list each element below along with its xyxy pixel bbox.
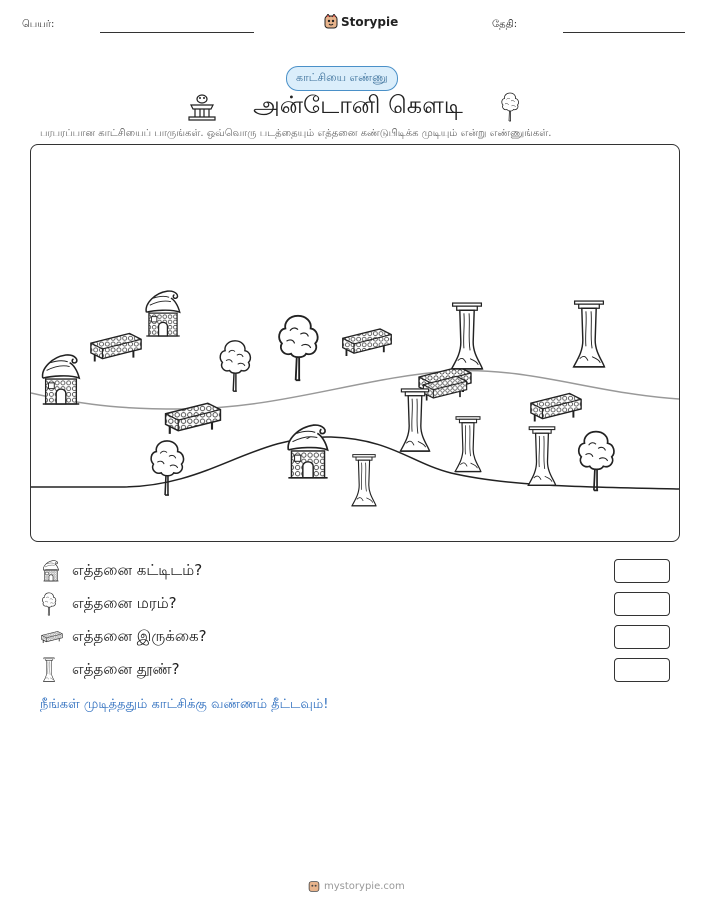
fountain-icon [187,93,217,121]
question-row [40,658,670,682]
brand-name: Storypie [341,15,399,29]
building-1 [146,291,180,336]
tree-3 [151,441,183,495]
pillar-1 [452,303,483,369]
activity-badge: காட்சியை எண்ணு [286,66,398,91]
questions [40,559,670,682]
tree-4 [579,432,614,491]
tree-1 [220,341,250,391]
coloring-note: நீங்கள் முடித்ததும் காட்சிக்கு வண்ணம் தீட்டவும்! [40,697,329,712]
question-row [40,625,670,649]
tree-title-icon [499,92,521,122]
pillar-6 [352,455,376,506]
pillar-icon [40,657,58,683]
footer [308,880,405,893]
bench-2 [343,329,392,356]
bench-icon [40,628,64,646]
date-label: தேதி: [492,19,518,30]
building-2 [43,355,80,404]
answer-box-pillar[interactable] [614,658,670,682]
pillar-5 [528,427,555,486]
instructions: பரபரப்பான காட்சியைப் பாருங்கள். ஒவ்வொரு படத்தையும் எத்தனை கண்டுபிடிக்க முடியும் என்று எண்ணுங்கள். [40,128,552,139]
question-text: எத்தனை இருக்கை? [72,627,207,645]
tree-icon [40,592,58,616]
answer-box-bench[interactable] [614,625,670,649]
bench-5 [531,393,581,421]
page-title: அன்டோனி கௌடி [253,91,463,119]
footer-url[interactable]: mystorypie.com [324,881,405,892]
question-row [40,559,670,583]
question-text: எத்தனை தூண்? [72,660,180,678]
bench-3 [166,403,221,434]
storypie-logo-icon [324,14,338,30]
name-label: பெயர்: [22,19,55,30]
answer-box-building[interactable] [614,559,670,583]
title-row [187,91,521,122]
tree-2 [279,316,318,380]
building-icon [40,559,62,583]
answer-box-tree[interactable] [614,592,670,616]
name-field[interactable] [100,32,254,33]
brand-logo [324,14,398,30]
date-field[interactable] [563,32,685,33]
question-text: எத்தனை கட்டிடம்? [72,561,203,579]
question-text: எத்தனை மரம்? [72,594,177,612]
building-3 [288,425,327,478]
question-row [40,592,670,616]
counting-scene [30,144,680,542]
pillar-4 [455,417,481,472]
scene-illustration [31,145,679,541]
pillar-2 [574,301,605,367]
storypie-footer-icon [308,880,320,893]
pillar-3 [400,389,429,451]
bench-1 [91,333,141,361]
